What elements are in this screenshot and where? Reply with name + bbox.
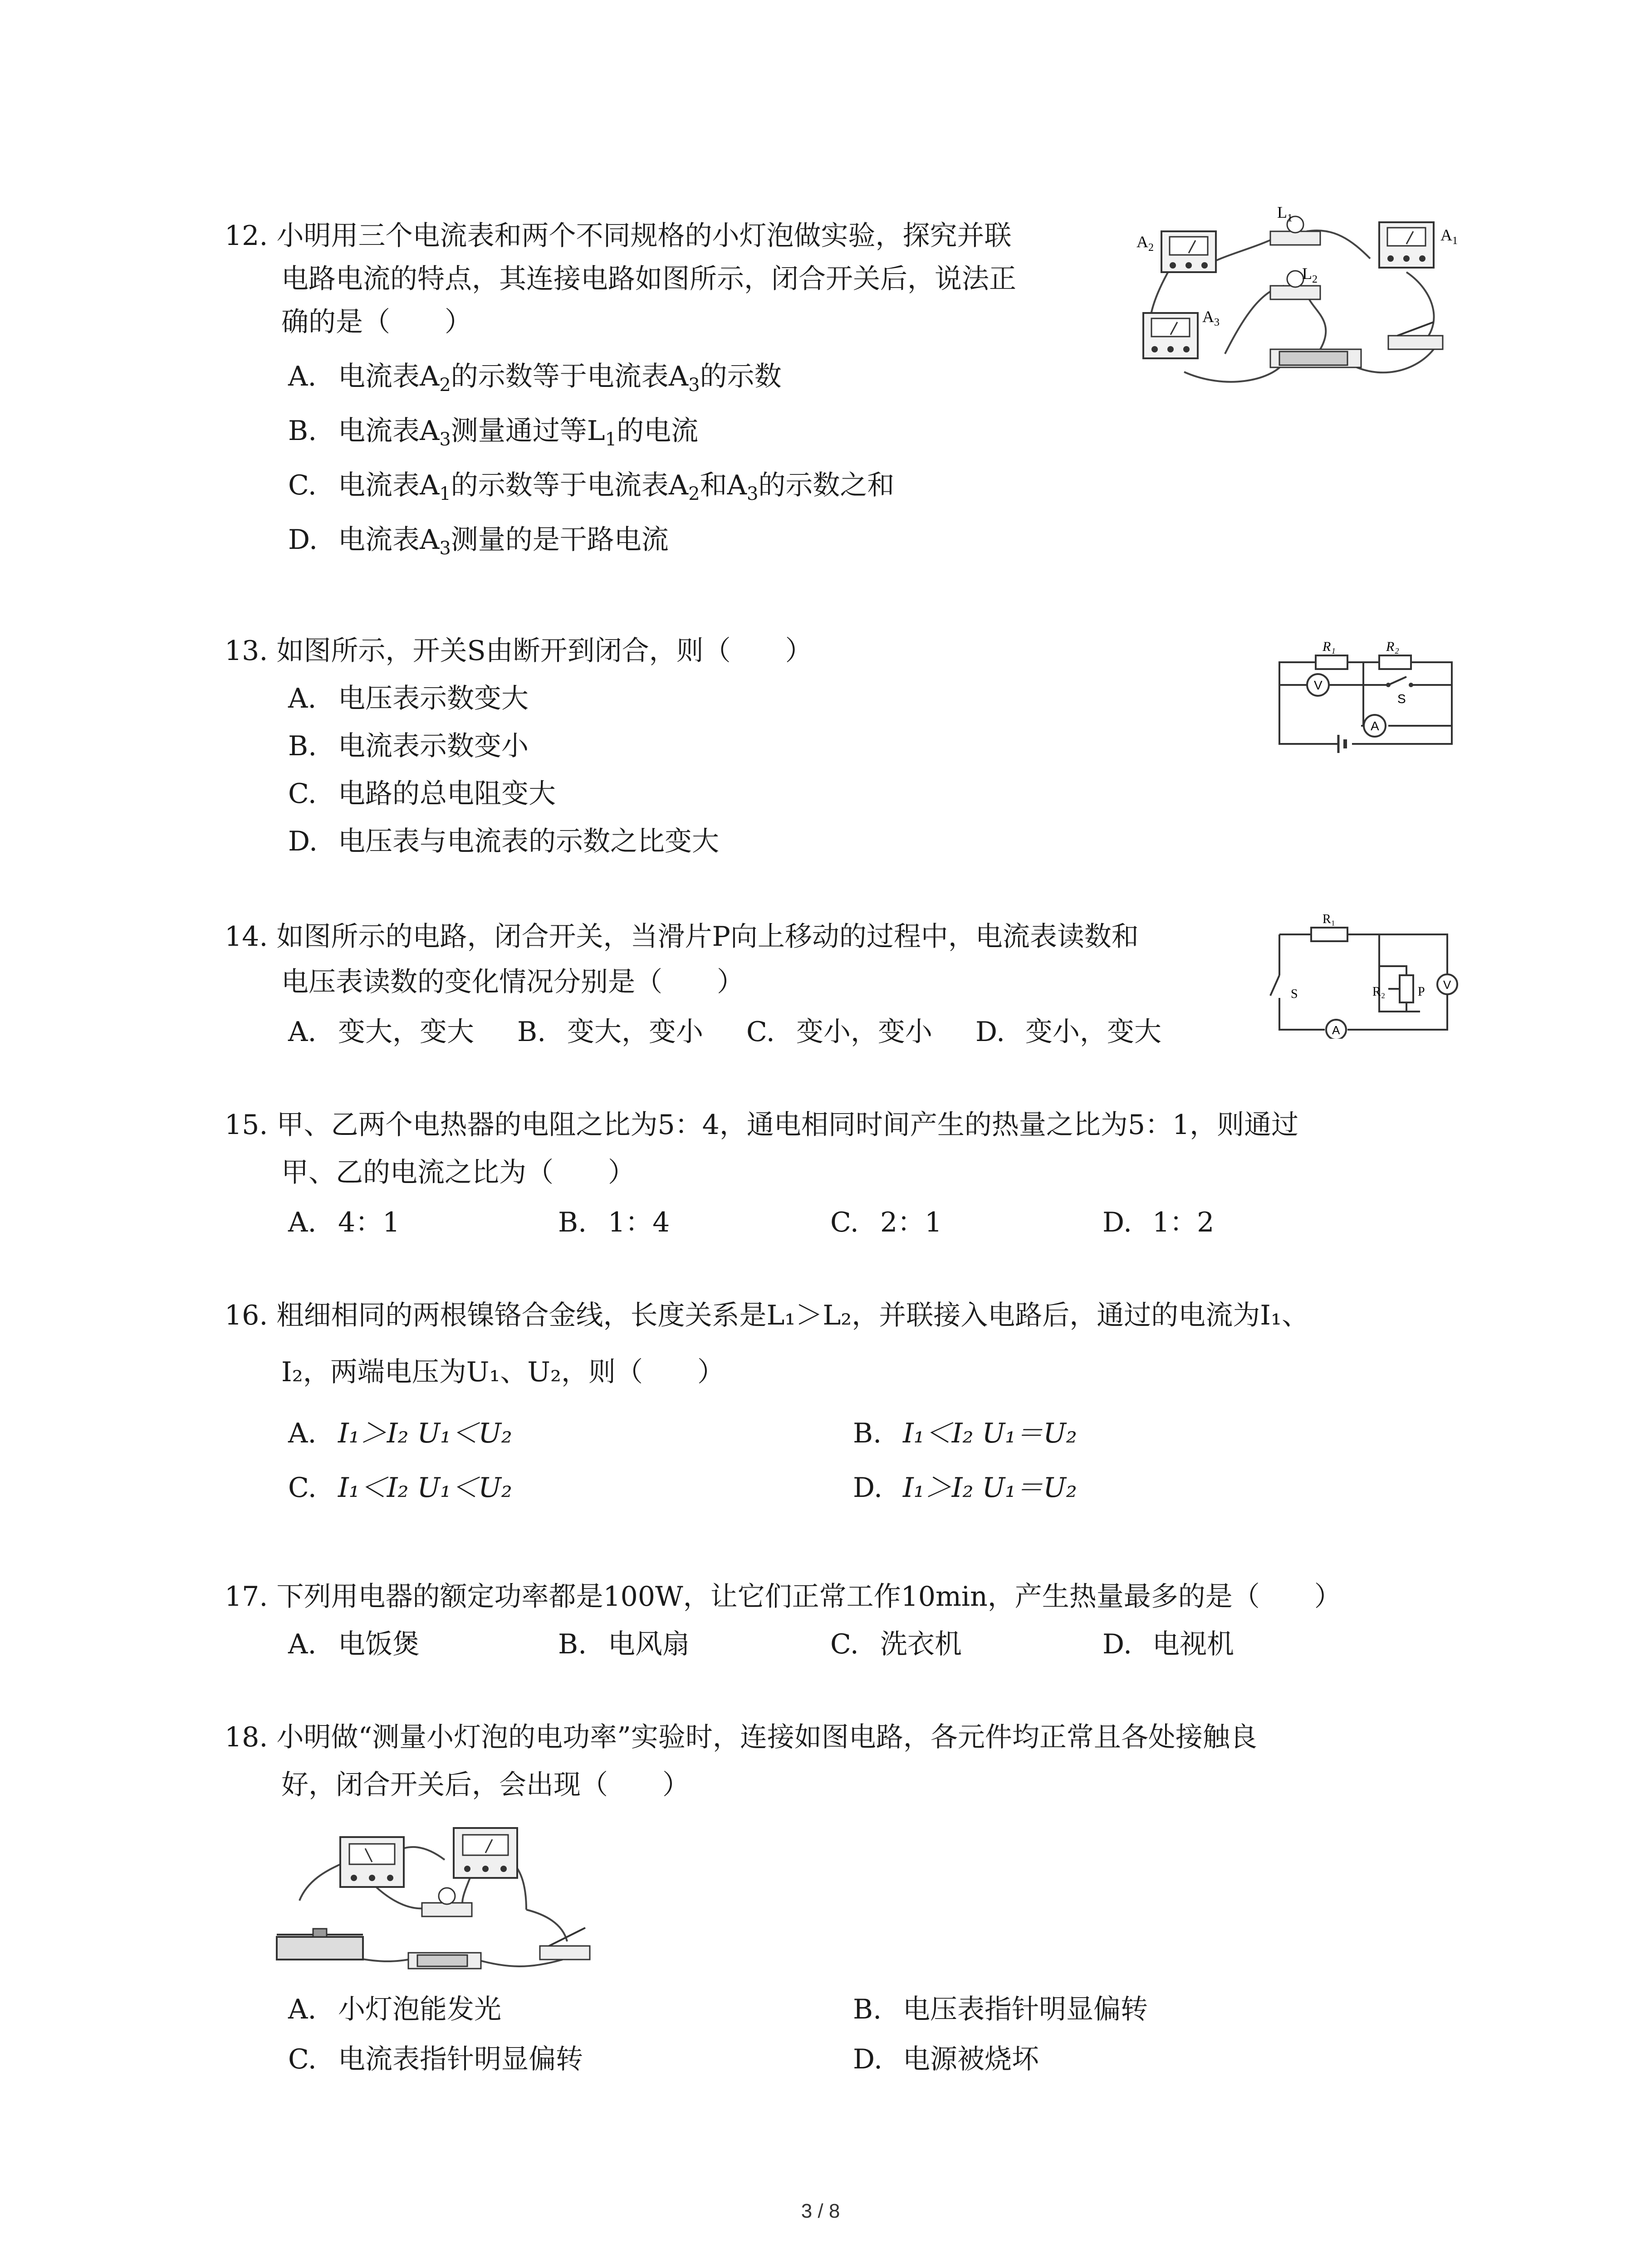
subscript: 3 bbox=[439, 538, 451, 559]
q18-stem-line2: 好，闭合开关后，会出现（ ） bbox=[281, 1769, 690, 1801]
option-text: I₁＞I₂ U₁＝U₂ bbox=[903, 1472, 1077, 1504]
label-a3: $A_3$ bbox=[1202, 308, 1220, 328]
page-number: 3 / 8 bbox=[801, 2200, 840, 2222]
label-a1: $A_1$ bbox=[1440, 226, 1458, 247]
q17-option-d[interactable] bbox=[1102, 1626, 1234, 1662]
option-text: I₁＞I₂ U₁＜U₂ bbox=[338, 1418, 512, 1449]
label-v: V bbox=[1314, 678, 1323, 692]
q14-option-d[interactable] bbox=[975, 1014, 1161, 1050]
label-a: A bbox=[1332, 1023, 1340, 1037]
option-text: 电流表A bbox=[338, 469, 440, 501]
option-text: 2：1 bbox=[880, 1207, 942, 1238]
option-text: 的示数等于电流表A bbox=[451, 361, 689, 392]
switch-icon bbox=[1270, 975, 1279, 996]
subscript: 3 bbox=[746, 484, 759, 504]
q14-stem-line1: 14. 如图所示的电路，闭合开关，当滑片P向上移动的过程中，电流表读数和 bbox=[225, 921, 1139, 953]
option-text: 电压表指针明显偏转 bbox=[903, 1994, 1148, 2025]
q18-option-d[interactable] bbox=[853, 2041, 1039, 2077]
resistor-r2-icon bbox=[1379, 655, 1411, 669]
q15-option-d[interactable] bbox=[1102, 1204, 1214, 1241]
option-label: A. bbox=[288, 1994, 317, 2025]
option-text: 电路的总电阻变大 bbox=[338, 778, 556, 810]
option-label: B. bbox=[558, 1207, 587, 1238]
option-label: A. bbox=[288, 1016, 317, 1048]
q14-circuit-figure bbox=[1266, 907, 1461, 1039]
option-label: B. bbox=[517, 1016, 546, 1048]
q18-circuit-figure bbox=[272, 1823, 617, 1987]
q13-circuit-figure bbox=[1270, 635, 1461, 762]
option-label: C. bbox=[288, 2043, 317, 2075]
option-label: D. bbox=[288, 524, 318, 556]
option-label: C. bbox=[830, 1628, 859, 1660]
option-label: A. bbox=[288, 1418, 317, 1449]
q13-stem: 13. 如图所示，开关S由断开到闭合，则（ ） bbox=[225, 635, 813, 667]
option-label: D. bbox=[975, 1016, 1005, 1048]
switch-icon bbox=[1388, 322, 1443, 349]
option-text: I₁＜I₂ U₁＜U₂ bbox=[338, 1472, 512, 1504]
q12-option-c[interactable] bbox=[288, 467, 894, 512]
option-text: 电饭煲 bbox=[338, 1628, 420, 1660]
option-text: 的示数等于电流表A bbox=[451, 469, 689, 501]
q12-option-a[interactable] bbox=[288, 358, 782, 403]
q15-option-a[interactable] bbox=[288, 1204, 400, 1241]
option-text: 测量的是干路电流 bbox=[451, 524, 669, 556]
option-text: 电压表示数变大 bbox=[338, 683, 529, 714]
q12-circuit-figure bbox=[1134, 200, 1461, 390]
option-text: 电流表A bbox=[338, 524, 440, 556]
q15-stem-line1: 15. 甲、乙两个电热器的电阻之比为5：4，通电相同时间产生的热量之比为5：1，则通过 bbox=[225, 1109, 1299, 1141]
option-label: B. bbox=[558, 1628, 587, 1660]
subscript: 2 bbox=[439, 375, 451, 396]
q18-option-c[interactable] bbox=[288, 2041, 583, 2077]
label-s: S bbox=[1397, 692, 1406, 706]
label-a2: $A_2$ bbox=[1136, 233, 1154, 254]
label-v: V bbox=[1443, 978, 1451, 992]
q14-option-c[interactable] bbox=[746, 1014, 932, 1050]
label-r2: R₂ bbox=[1372, 985, 1386, 999]
option-text: 电视机 bbox=[1152, 1628, 1234, 1660]
label-r1: R₁ bbox=[1323, 639, 1336, 654]
resistor-r1-icon bbox=[1311, 928, 1347, 941]
option-text: 变小，变小 bbox=[796, 1016, 932, 1048]
option-text: 电流表A bbox=[338, 415, 440, 447]
q12-option-d[interactable] bbox=[288, 522, 669, 567]
subscript: 3 bbox=[439, 429, 451, 450]
option-text: 测量通过等L bbox=[451, 415, 605, 447]
option-text: 的电流 bbox=[617, 415, 699, 447]
q13-option-a[interactable] bbox=[288, 680, 529, 717]
q17-stem: 17. 下列用电器的额定功率都是100W，让它们正常工作10min，产生热量最多的是（ ） bbox=[225, 1581, 1342, 1613]
option-text: 洗衣机 bbox=[880, 1628, 962, 1660]
ammeter-a2-icon bbox=[1161, 231, 1216, 272]
option-text: 电压表与电流表的示数之比变大 bbox=[338, 826, 719, 857]
option-label: A. bbox=[288, 1207, 317, 1238]
option-text: 4：1 bbox=[338, 1207, 400, 1238]
q12-stem-line2: 电路电流的特点，其连接电路如图所示，闭合开关后，说法正 bbox=[281, 263, 1016, 295]
q18-option-b[interactable] bbox=[853, 1991, 1148, 2028]
q13-option-d[interactable] bbox=[288, 823, 719, 860]
option-label: B. bbox=[853, 1418, 882, 1449]
q18-stem-line1: 18. 小明做“测量小灯泡的电功率”实验时，连接如图电路，各元件均正常且各处接触良 bbox=[225, 1721, 1257, 1753]
q16-option-d[interactable] bbox=[853, 1470, 1077, 1506]
q14-option-b[interactable] bbox=[517, 1014, 703, 1050]
battery-icon bbox=[408, 1953, 481, 1969]
option-text: 的示数之和 bbox=[758, 469, 895, 501]
q15-stem-line2: 甲、乙的电流之比为（ ） bbox=[281, 1157, 635, 1188]
option-label: B. bbox=[288, 730, 317, 762]
option-text: 变大，变小 bbox=[567, 1016, 703, 1048]
q15-option-b[interactable] bbox=[558, 1204, 670, 1241]
option-label: A. bbox=[288, 683, 317, 714]
option-label: D. bbox=[853, 1472, 883, 1504]
option-label: B. bbox=[853, 1994, 882, 2025]
label-p: P bbox=[1418, 985, 1425, 999]
option-text: 电风扇 bbox=[608, 1628, 690, 1660]
option-text: 1：2 bbox=[1152, 1207, 1215, 1238]
option-text: 变小，变大 bbox=[1025, 1016, 1161, 1048]
option-label: D. bbox=[1102, 1628, 1132, 1660]
option-label: C. bbox=[288, 778, 317, 810]
q14-option-a[interactable] bbox=[288, 1014, 474, 1050]
option-label: B. bbox=[288, 415, 317, 447]
voltmeter-icon bbox=[340, 1837, 404, 1887]
option-label: D. bbox=[853, 2043, 883, 2075]
ammeter-icon bbox=[454, 1828, 517, 1878]
label-a: A bbox=[1371, 719, 1379, 733]
q17-option-c[interactable] bbox=[830, 1626, 962, 1662]
q13-option-b[interactable] bbox=[288, 728, 529, 764]
q12-stem-line3: 确的是（ ） bbox=[281, 306, 472, 338]
q14-stem-line2: 电压表读数的变化情况分别是（ ） bbox=[281, 966, 744, 998]
label-s: S bbox=[1291, 987, 1298, 1001]
resistor-r1-icon bbox=[1316, 655, 1347, 669]
option-text: 的示数 bbox=[700, 361, 782, 392]
battery-icon bbox=[1270, 349, 1361, 367]
option-label: C. bbox=[288, 1472, 317, 1504]
option-text: 变大，变大 bbox=[338, 1016, 474, 1048]
q13-option-c[interactable] bbox=[288, 776, 556, 812]
q16-option-b[interactable] bbox=[853, 1415, 1077, 1452]
option-label: C. bbox=[288, 469, 317, 501]
q18-option-a[interactable] bbox=[288, 1991, 501, 2028]
q15-option-c[interactable] bbox=[830, 1204, 942, 1241]
label-r2: R₂ bbox=[1386, 639, 1399, 654]
q16-option-a[interactable] bbox=[288, 1415, 512, 1452]
ammeter-a3-icon bbox=[1143, 313, 1198, 358]
q16-stem-line2: I₂，两端电压为U₁、U₂，则（ ） bbox=[281, 1356, 725, 1388]
q16-stem-line1: 16. 粗细相同的两根镍铬合金线，长度关系是L₁＞L₂，并联接入电路后，通过的电流为I₁、 bbox=[225, 1300, 1309, 1331]
q16-option-c[interactable] bbox=[288, 1470, 512, 1506]
ammeter-a1-icon bbox=[1379, 222, 1434, 268]
switch-icon bbox=[540, 1928, 590, 1960]
option-label: A. bbox=[288, 1628, 317, 1660]
subscript: 3 bbox=[688, 375, 700, 396]
rheostat-r2-icon bbox=[1400, 975, 1413, 1002]
subscript: 1 bbox=[439, 484, 451, 504]
option-text: 和A bbox=[700, 469, 747, 501]
option-text: 小灯泡能发光 bbox=[338, 1994, 501, 2025]
option-text: 电流表示数变小 bbox=[338, 730, 529, 762]
rheostat-icon bbox=[277, 1929, 363, 1960]
option-label: D. bbox=[1102, 1207, 1132, 1238]
option-text: 电流表指针明显偏转 bbox=[338, 2043, 583, 2075]
q17-option-a[interactable] bbox=[288, 1626, 420, 1662]
q17-option-b[interactable] bbox=[558, 1626, 690, 1662]
option-text: I₁＜I₂ U₁＝U₂ bbox=[903, 1418, 1077, 1449]
option-label: D. bbox=[288, 826, 318, 857]
q12-option-b[interactable] bbox=[288, 413, 698, 458]
subscript: 1 bbox=[605, 429, 617, 450]
option-label: C. bbox=[830, 1207, 859, 1238]
option-text: 电源被烧坏 bbox=[903, 2043, 1039, 2075]
label-r1: R₁ bbox=[1323, 912, 1336, 926]
option-text: 电流表A bbox=[338, 361, 440, 392]
label-l2: $L_2$ bbox=[1302, 264, 1318, 285]
subscript: 2 bbox=[688, 484, 700, 504]
option-label: C. bbox=[746, 1016, 775, 1048]
option-label: A. bbox=[288, 361, 317, 392]
option-text: 1：4 bbox=[608, 1207, 670, 1238]
q12-stem-line1: 12. 小明用三个电流表和两个不同规格的小灯泡做实验，探究并联 bbox=[225, 220, 1012, 252]
label-l1: $L_1$ bbox=[1277, 203, 1293, 224]
